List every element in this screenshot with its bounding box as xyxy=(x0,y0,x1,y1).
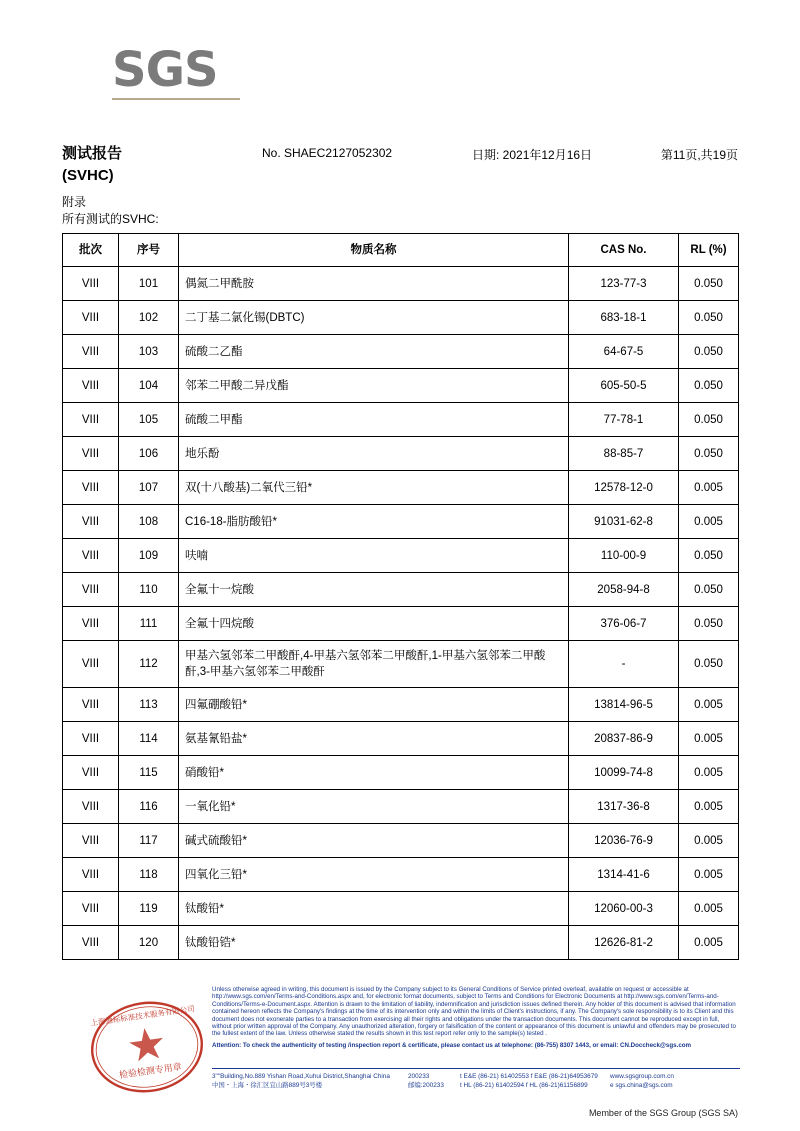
cell-rl: 0.005 xyxy=(679,471,739,505)
cell-no: 109 xyxy=(119,539,179,573)
cell-batch: VIII xyxy=(63,505,119,539)
cell-no: 114 xyxy=(119,722,179,756)
cell-rl: 0.050 xyxy=(679,335,739,369)
cell-no: 117 xyxy=(119,824,179,858)
company-seal-stamp xyxy=(88,988,206,1106)
cell-rl: 0.005 xyxy=(679,756,739,790)
cell-batch: VIII xyxy=(63,369,119,403)
footer-contact xyxy=(212,1072,740,1090)
table-row xyxy=(63,858,739,892)
cell-batch: VIII xyxy=(63,573,119,607)
cell-batch: VIII xyxy=(63,722,119,756)
cell-rl: 0.050 xyxy=(679,437,739,471)
table-row xyxy=(63,335,739,369)
table-row xyxy=(63,301,739,335)
cell-batch: VIII xyxy=(63,335,119,369)
cell-rl: 0.050 xyxy=(679,369,739,403)
cell-rl: 0.050 xyxy=(679,641,739,688)
cell-cas-no: 12060-00-3 xyxy=(569,892,679,926)
cell-cas-no: 13814-96-5 xyxy=(569,688,679,722)
sgs-logo xyxy=(112,44,242,100)
column-header-no: 序号 xyxy=(119,234,179,267)
svhc-table xyxy=(62,233,739,960)
cell-batch: VIII xyxy=(63,641,119,688)
cell-cas-no: 20837-86-9 xyxy=(569,722,679,756)
cell-substance-name: 硫酸二乙酯 xyxy=(179,335,569,369)
cell-substance-name: 甲基六氢邻苯二甲酸酐,4-甲基六氢邻苯二甲酸酐,1-甲基六氢邻苯二甲酸酐,3-甲基六氢邻苯二甲酸酐 xyxy=(179,641,569,688)
table-row xyxy=(63,824,739,858)
cell-cas-no: 91031-62-8 xyxy=(569,505,679,539)
table-row xyxy=(63,539,739,573)
table-row xyxy=(63,505,739,539)
cell-rl: 0.050 xyxy=(679,267,739,301)
cell-cas-no: 12578-12-0 xyxy=(569,471,679,505)
cell-substance-name: 全氟十一烷酸 xyxy=(179,573,569,607)
svg-text:检验检测专用章: 检验检测专用章 xyxy=(118,1061,183,1081)
footer-email-cn: e sgs.china@sgs.com xyxy=(610,1082,673,1089)
cell-substance-name: 邻苯二甲酸二异戊酯 xyxy=(179,369,569,403)
sgs-logo-text: SGS xyxy=(112,42,218,98)
cell-no: 105 xyxy=(119,403,179,437)
cell-cas-no: 12036-76-9 xyxy=(569,824,679,858)
cell-substance-name: 钛酸铅* xyxy=(179,892,569,926)
page-title xyxy=(62,143,262,187)
footer-divider xyxy=(212,1068,740,1069)
cell-cas-no: 88-85-7 xyxy=(569,437,679,471)
cell-cas-no: 1314-41-6 xyxy=(569,858,679,892)
table-row xyxy=(63,892,739,926)
cell-batch: VIII xyxy=(63,858,119,892)
cell-rl: 0.050 xyxy=(679,573,739,607)
cell-cas-no: 123-77-3 xyxy=(569,267,679,301)
cell-no: 111 xyxy=(119,607,179,641)
report-date: 日期: 2021年12月16日 xyxy=(472,148,593,162)
cell-substance-name: 氨基氰铅盐* xyxy=(179,722,569,756)
cell-rl: 0.005 xyxy=(679,790,739,824)
footer-web-en: www.sgsgroup.com.cn xyxy=(610,1073,674,1080)
column-header-rl: RL (%) xyxy=(679,234,739,267)
table-row xyxy=(63,573,739,607)
footer-address-cn: 中国・上海・徐汇区宜山路889号3号楼 xyxy=(212,1082,323,1089)
footer-tel-cn: t HL (86-21) 61402594 f HL (86-21)61156899 xyxy=(460,1082,588,1089)
footer-zip-en: 200233 xyxy=(408,1073,430,1080)
cell-cas-no: 12626-81-2 xyxy=(569,926,679,960)
table-row xyxy=(63,722,739,756)
cell-batch: VIII xyxy=(63,403,119,437)
cell-rl: 0.005 xyxy=(679,824,739,858)
footer-zip-cn: 邮编:200233 xyxy=(408,1082,444,1089)
cell-no: 107 xyxy=(119,471,179,505)
cell-no: 118 xyxy=(119,858,179,892)
table-row xyxy=(63,641,739,688)
cell-no: 119 xyxy=(119,892,179,926)
seal-icon xyxy=(88,988,206,1106)
cell-rl: 0.050 xyxy=(679,301,739,335)
page-title-line1: 测试报告 xyxy=(62,145,123,162)
cell-no: 113 xyxy=(119,688,179,722)
cell-batch: VIII xyxy=(63,471,119,505)
cell-substance-name: 全氟十四烷酸 xyxy=(179,607,569,641)
footer-terms-text: Unless otherwise agreed in writing, this document is issued by the Company subject to its General Conditions of Service printed overleaf, available on request or accessible at http://www.sgs.com/en/Terms-and-Conditions.aspx and, for electronic format documents, subject to Terms and Conditions for Electronic Documents at http://www.sgs.com/en/Terms-and-Conditions/Terms-e-Document.aspx. Attention is drawn to the limitation of liability, indemnification and jurisdiction issues defined therein. Any holder of this document is advised that information contained hereon reflects the Company's findings at the time of its intervention only and within the limits of Client's instructions, if any. The Company's sole responsibility is to its Client and this document does not exonerate parties to a transaction from exercising all their rights and obligations under the transaction documents. This document cannot be reproduced except in full, without prior written approval of the Company. Any unauthorized alteration, forgery or falsification of the content or appearance of this document is unlawful and offenders may be prosecuted to the fullest extent of the law. Unless otherwise stated the results shown in this test report refer only to the sample(s) tested . xyxy=(212,986,736,1038)
page-indicator: 第11页,共19页 xyxy=(660,148,738,162)
footer-contact-row-en xyxy=(212,1072,740,1081)
cell-rl: 0.050 xyxy=(679,539,739,573)
cell-no: 116 xyxy=(119,790,179,824)
cell-no: 104 xyxy=(119,369,179,403)
cell-cas-no: 10099-74-8 xyxy=(569,756,679,790)
cell-substance-name: 呋喃 xyxy=(179,539,569,573)
footer-contact-row-cn xyxy=(212,1081,740,1090)
table-row xyxy=(63,403,739,437)
table-row xyxy=(63,471,739,505)
cell-batch: VIII xyxy=(63,790,119,824)
cell-batch: VIII xyxy=(63,756,119,790)
table-body xyxy=(63,267,739,960)
report-header xyxy=(62,143,738,187)
footer-address-en: 3""Building,No.889 Yishan Road,Xuhui District,Shanghai China xyxy=(212,1073,390,1080)
cell-batch: VIII xyxy=(63,607,119,641)
cell-substance-name: 四氟硼酸铅* xyxy=(179,688,569,722)
table-row xyxy=(63,926,739,960)
table-row xyxy=(63,267,739,301)
cell-no: 102 xyxy=(119,301,179,335)
column-header-batch: 批次 xyxy=(63,234,119,267)
table-header-row xyxy=(63,234,739,267)
cell-no: 106 xyxy=(119,437,179,471)
cell-substance-name: 钛酸铅锆* xyxy=(179,926,569,960)
table-row xyxy=(63,369,739,403)
cell-substance-name: 硫酸二甲酯 xyxy=(179,403,569,437)
cell-substance-name: 一氧化铅* xyxy=(179,790,569,824)
cell-substance-name: 地乐酚 xyxy=(179,437,569,471)
cell-batch: VIII xyxy=(63,926,119,960)
column-header-name: 物质名称 xyxy=(179,234,569,267)
footer-member-line: Member of the SGS Group (SGS SA) xyxy=(588,1108,738,1118)
table-row xyxy=(63,607,739,641)
cell-substance-name: 偶氮二甲酰胺 xyxy=(179,267,569,301)
cell-cas-no: 376-06-7 xyxy=(569,607,679,641)
cell-rl: 0.050 xyxy=(679,403,739,437)
cell-cas-no: 683-18-1 xyxy=(569,301,679,335)
cell-no: 108 xyxy=(119,505,179,539)
cell-no: 101 xyxy=(119,267,179,301)
cell-rl: 0.005 xyxy=(679,688,739,722)
cell-batch: VIII xyxy=(63,824,119,858)
cell-cas-no: 1317-36-8 xyxy=(569,790,679,824)
cell-substance-name: 四氧化三铅* xyxy=(179,858,569,892)
table-row xyxy=(63,437,739,471)
report-number: No. SHAEC2127052302 xyxy=(262,146,393,160)
appendix-label: 附录 xyxy=(62,195,87,209)
cell-rl: 0.005 xyxy=(679,505,739,539)
cell-no: 103 xyxy=(119,335,179,369)
table-row xyxy=(63,756,739,790)
cell-substance-name: 碱式硫酸铅* xyxy=(179,824,569,858)
cell-cas-no: - xyxy=(569,641,679,688)
cell-substance-name: 二丁基二氯化锡(DBTC) xyxy=(179,301,569,335)
svg-text:上海通标标准技术服务有限公司: 上海通标标准技术服务有限公司 xyxy=(90,1004,196,1028)
cell-batch: VIII xyxy=(63,688,119,722)
appendix-heading xyxy=(62,194,159,228)
cell-batch: VIII xyxy=(63,267,119,301)
cell-no: 115 xyxy=(119,756,179,790)
cell-no: 120 xyxy=(119,926,179,960)
cell-substance-name: 硝酸铅* xyxy=(179,756,569,790)
cell-substance-name: C16-18-脂肪酸铅* xyxy=(179,505,569,539)
cell-batch: VIII xyxy=(63,892,119,926)
cell-cas-no: 605-50-5 xyxy=(569,369,679,403)
cell-cas-no: 110-00-9 xyxy=(569,539,679,573)
cell-no: 110 xyxy=(119,573,179,607)
column-header-cas: CAS No. xyxy=(569,234,679,267)
cell-rl: 0.005 xyxy=(679,926,739,960)
table-row xyxy=(63,688,739,722)
page-title-line2: (SVHC) xyxy=(62,167,114,184)
cell-rl: 0.050 xyxy=(679,607,739,641)
table-row xyxy=(63,790,739,824)
cell-cas-no: 64-67-5 xyxy=(569,335,679,369)
cell-cas-no: 2058-94-8 xyxy=(569,573,679,607)
cell-rl: 0.005 xyxy=(679,892,739,926)
cell-batch: VIII xyxy=(63,301,119,335)
footer-tel-en: t E&E (86-21) 61402553 f E&E (86-21)64953679 xyxy=(460,1073,598,1080)
footer-attention: Attention: To check the authenticity of testing /inspection report & certificate, please contact us at telephone: (86-755) 8307 1443, or email: CN.Doccheck@sgs.com xyxy=(212,1041,692,1049)
cell-substance-name: 双(十八酸基)二氧代三铅* xyxy=(179,471,569,505)
cell-cas-no: 77-78-1 xyxy=(569,403,679,437)
logo-divider xyxy=(112,98,240,100)
cell-rl: 0.005 xyxy=(679,858,739,892)
cell-batch: VIII xyxy=(63,437,119,471)
cell-batch: VIII xyxy=(63,539,119,573)
footer-terms xyxy=(212,986,740,1049)
cell-rl: 0.005 xyxy=(679,722,739,756)
cell-no: 112 xyxy=(119,641,179,688)
appendix-subtitle: 所有测试的SVHC: xyxy=(62,212,159,226)
